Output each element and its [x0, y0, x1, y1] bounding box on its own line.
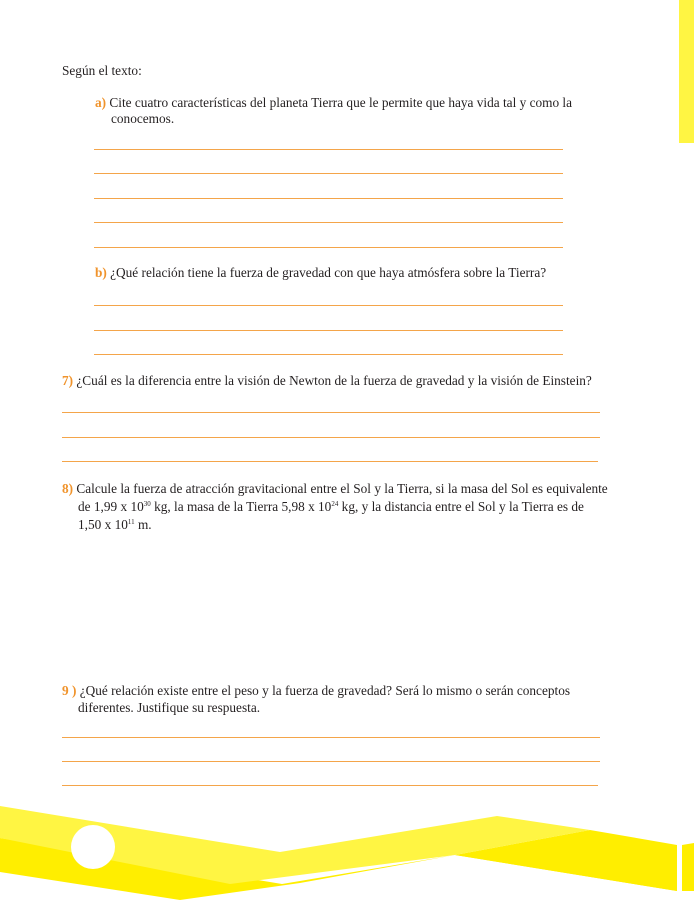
- question-9-label: 9 ): [62, 683, 77, 698]
- question-b-text: ¿Qué relación tiene la fuerza de gravedad con que haya atmósfera sobre la Tierra?: [110, 265, 547, 280]
- answer-line-b-2[interactable]: [94, 330, 563, 331]
- intro-text: Según el texto:: [62, 63, 142, 78]
- answer-line-a-1[interactable]: [94, 149, 563, 150]
- answer-line-a-5[interactable]: [94, 247, 563, 248]
- answer-area-8[interactable]: [62, 540, 602, 660]
- question-8-line1: [62, 481, 608, 497]
- question-a-label: a): [95, 95, 107, 110]
- question-a-line1: Cite cuatro características del planeta Tierra que le permite que haya vida tal y como la: [109, 95, 573, 110]
- question-7-text: ¿Cuál es la diferencia entre la visión de Newton de la fuerza de gravedad y la visión de Einstein?: [76, 373, 592, 388]
- yellow-side-tab: [679, 0, 694, 143]
- answer-line-9-3[interactable]: [62, 785, 598, 786]
- answer-line-b-1[interactable]: [94, 305, 563, 306]
- question-7: [62, 373, 592, 389]
- question-b: [95, 265, 546, 281]
- question-9-line2: diferentes. Justifique su respuesta.: [78, 700, 261, 715]
- question-7-label: 7): [62, 373, 74, 388]
- yellow-band-sliver: [682, 843, 694, 891]
- q8-exp-24: 24: [331, 500, 339, 508]
- answer-line-7-2[interactable]: [62, 437, 600, 438]
- q8-distance-lead: kg, y la distancia entre el Sol y la Tierra es de: [338, 499, 584, 514]
- answer-line-9-2[interactable]: [62, 761, 600, 762]
- q8-unit: m.: [134, 517, 152, 532]
- question-9-line1: [62, 683, 570, 699]
- question-8-label: 8): [62, 481, 74, 496]
- answer-line-7-1[interactable]: [62, 412, 600, 413]
- page-number-circle: [71, 825, 115, 869]
- q8-mass-earth: kg, la masa de la Tierra 5,98 x 10: [150, 499, 332, 514]
- answer-line-a-2[interactable]: [94, 173, 563, 174]
- question-8-line3: [78, 517, 152, 533]
- q8-mass-sun: de 1,99 x 10: [78, 499, 144, 514]
- question-a: [95, 95, 572, 111]
- answer-line-a-3[interactable]: [94, 198, 563, 199]
- answer-line-b-3[interactable]: [94, 354, 563, 355]
- question-b-label: b): [95, 265, 107, 280]
- answer-line-a-4[interactable]: [94, 222, 563, 223]
- question-8-text-1: Calcule la fuerza de atracción gravitacional entre el Sol y la Tierra, si la masa del Sol es equivalente: [76, 481, 608, 496]
- q8-exp-30: 30: [143, 500, 151, 508]
- question-8-line2: [78, 499, 584, 515]
- answer-line-9-1[interactable]: [62, 737, 600, 738]
- q8-exp-11: 11: [127, 518, 135, 526]
- question-9-text-1: ¿Qué relación existe entre el peso y la fuerza de gravedad? Será lo mismo o serán conceptos: [79, 683, 571, 698]
- question-a-line2: conocemos.: [111, 111, 175, 126]
- answer-line-7-3[interactable]: [62, 461, 598, 462]
- q8-distance: 1,50 x 10: [78, 517, 128, 532]
